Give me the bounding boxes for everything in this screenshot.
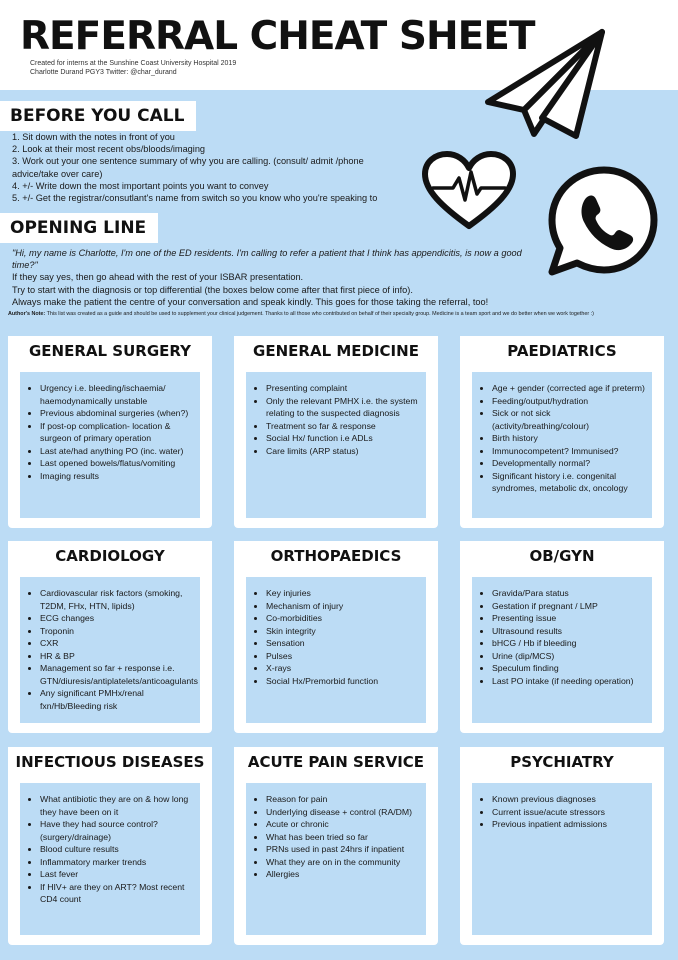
- card-cardiology: [8, 541, 212, 733]
- card-title: ACUTE PAIN SERVICE: [247, 753, 425, 771]
- authors-note-text: This list was created as a guide and should be used to supplement your clinical judgement. Thanks to all those who contributed on behalf of their specialty group. Medicine is a team sport and we do better when we work together :): [45, 311, 594, 317]
- list-item: • ECG changes: [40, 612, 194, 625]
- list-item: • Last fever: [40, 868, 194, 881]
- list-item: • Acute or chronic: [266, 818, 420, 831]
- card-body: [246, 783, 426, 935]
- list-item: • Skin integrity: [266, 625, 420, 638]
- list-item: • bHCG / Hb if bleeding: [492, 637, 646, 650]
- heart-ecg-icon: [421, 150, 517, 232]
- list-item: • Imaging results: [40, 470, 194, 483]
- list-item: • Allergies: [266, 868, 420, 881]
- card-body: [472, 577, 652, 723]
- list-item: • Cardiovascular risk factors (smoking, T2DM, FHx, HTN, lipids): [40, 587, 194, 612]
- card-title: GENERAL MEDICINE: [253, 342, 419, 360]
- list-item: • Gestation if pregnant / LMP: [492, 600, 646, 613]
- list-item: • Feeding/output/hydration: [492, 395, 646, 408]
- list-item: • If post-op complication- location & surgeon of primary operation: [40, 420, 194, 445]
- list-item: • PRNs used in past 24hrs if inpatient: [266, 843, 420, 856]
- list-item: • Significant history i.e. congenital syndromes, metabolic dx, oncology: [492, 470, 646, 495]
- card-infectious-diseases: [8, 747, 212, 945]
- list-item: • Presenting complaint: [266, 382, 420, 395]
- list-item: • Blood culture results: [40, 843, 194, 856]
- phone-chat-icon: [544, 164, 660, 278]
- list-item: • Last PO intake (if needing operation): [492, 675, 646, 688]
- list-item: • What has been tried so far: [266, 831, 420, 844]
- card-ob-gyn: [460, 541, 664, 733]
- card-title: INFECTIOUS DISEASES: [15, 753, 205, 771]
- list-item: • Underlying disease + control (RA/DM): [266, 806, 420, 819]
- list-item: • Social Hx/Premorbid function: [266, 675, 420, 688]
- list-item: • Immunocompetent? Immunised?: [492, 445, 646, 458]
- before-you-call-steps: [12, 131, 392, 204]
- list-item: • Mechanism of injury: [266, 600, 420, 613]
- list-item: • Speculum finding: [492, 662, 646, 675]
- list-item: • Sensation: [266, 637, 420, 650]
- list-item: • Any significant PMHx/renal fxn/Hb/Bleeding risk: [40, 687, 194, 712]
- opening-line: Always make the patient the centre of your conversation and speak kindly. This goes for those taking the referral, too!: [12, 296, 489, 307]
- list-item: • X-rays: [266, 662, 420, 675]
- card-body: [472, 783, 652, 935]
- list-item: • Current issue/acute stressors: [492, 806, 646, 819]
- opening-line-text: [12, 247, 527, 308]
- list-item: • CXR: [40, 637, 194, 650]
- card-orthopaedics: [234, 541, 438, 733]
- list-item: • Developmentally normal?: [492, 457, 646, 470]
- list-item: • Ultrasound results: [492, 625, 646, 638]
- list-item: • Management so far + response i.e. GTN/diuresis/antiplatelets/anticoagulants: [40, 662, 194, 687]
- opening-line: If they say yes, then go ahead with the rest of your ISBAR presentation.: [12, 272, 304, 283]
- card-paediatrics: [460, 336, 664, 528]
- card-general-surgery: [8, 336, 212, 528]
- step-item: 4. +/- Write down the most important points you want to convey: [12, 180, 269, 191]
- list-item: • Social Hx/ function i.e ADLs: [266, 432, 420, 445]
- before-you-call-heading: BEFORE YOU CALL: [0, 101, 196, 131]
- list-item: • Treatment so far & response: [266, 420, 420, 433]
- paper-plane-icon: [484, 28, 606, 140]
- card-body: [246, 577, 426, 723]
- list-item: • Urgency i.e. bleeding/ischaemia/ haemodynamically unstable: [40, 382, 194, 407]
- list-item: • Presenting issue: [492, 612, 646, 625]
- page-title: REFERRAL CHEAT SHEET: [20, 14, 535, 59]
- card-body: [472, 372, 652, 518]
- list-item: • Birth history: [492, 432, 646, 445]
- list-item: • Reason for pain: [266, 793, 420, 806]
- list-item: • Age + gender (corrected age if preterm): [492, 382, 646, 395]
- list-item: • Urine (dip/MCS): [492, 650, 646, 663]
- list-item: • HR & BP: [40, 650, 194, 663]
- subtitle-hospital: Created for interns at the Sunshine Coast University Hospital 2019: [30, 60, 237, 67]
- opening-line-heading: OPENING LINE: [0, 213, 158, 243]
- list-item: • Inflammatory marker trends: [40, 856, 194, 869]
- step-item: 3. Work out your one sentence summary of why you are calling. (consult/ admit /phone advice/take over care): [12, 156, 364, 179]
- list-item: • Last opened bowels/flatus/vomiting: [40, 457, 194, 470]
- subtitle-author: Charlotte Durand PGY3 Twitter: @char_durand: [30, 69, 177, 76]
- card-general-medicine: [234, 336, 438, 528]
- list-item: • If HIV+ are they on ART? Most recent CD4 count: [40, 881, 194, 906]
- step-item: 1. Sit down with the notes in front of you: [12, 132, 175, 142]
- card-title: OB/GYN: [529, 547, 595, 565]
- card-body: [20, 577, 200, 723]
- card-title: CARDIOLOGY: [55, 547, 165, 565]
- list-item: • Troponin: [40, 625, 194, 638]
- list-item: • Previous abdominal surgeries (when?): [40, 407, 194, 420]
- authors-note: [8, 311, 668, 318]
- list-item: • Gravida/Para status: [492, 587, 646, 600]
- card-title: PAEDIATRICS: [507, 342, 617, 360]
- opening-quote: "Hi, my name is Charlotte, I'm one of the ED residents. I'm calling to refer a patient that I think has appendicitis, is now a good time?": [12, 248, 522, 271]
- list-item: • What they are on in the community: [266, 856, 420, 869]
- list-item: • Have they had source control? (surgery/drainage): [40, 818, 194, 843]
- list-item: • Previous inpatient admissions: [492, 818, 646, 831]
- list-item: • Sick or not sick (activity/breathing/colour): [492, 407, 646, 432]
- card-title: GENERAL SURGERY: [29, 342, 191, 360]
- list-item: • Key injuries: [266, 587, 420, 600]
- list-item: • What antibiotic they are on & how long they have been on it: [40, 793, 194, 818]
- list-item: • Care limits (ARP status): [266, 445, 420, 458]
- card-body: [20, 372, 200, 518]
- list-item: • Known previous diagnoses: [492, 793, 646, 806]
- card-body: [246, 372, 426, 518]
- card-title: ORTHOPAEDICS: [270, 547, 402, 565]
- card-acute-pain-service: [234, 747, 438, 945]
- card-title: PSYCHIATRY: [510, 753, 614, 771]
- step-item: 2. Look at their most recent obs/bloods/imaging: [12, 144, 206, 155]
- card-body: [20, 783, 200, 935]
- list-item: • Pulses: [266, 650, 420, 663]
- list-item: • Co-morbidities: [266, 612, 420, 625]
- list-item: • Only the relevant PMHX i.e. the system relating to the suspected diagnosis: [266, 395, 420, 420]
- authors-note-label: Author's Note:: [8, 311, 46, 317]
- opening-line: Try to start with the diagnosis or top differential (the boxes below come after that first piece of info).: [12, 284, 413, 295]
- card-psychiatry: [460, 747, 664, 945]
- list-item: • Last ate/had anything PO (inc. water): [40, 445, 194, 458]
- step-item: 5. +/- Get the registrar/consutlant's name from switch so you know who you're speaking to: [12, 193, 378, 204]
